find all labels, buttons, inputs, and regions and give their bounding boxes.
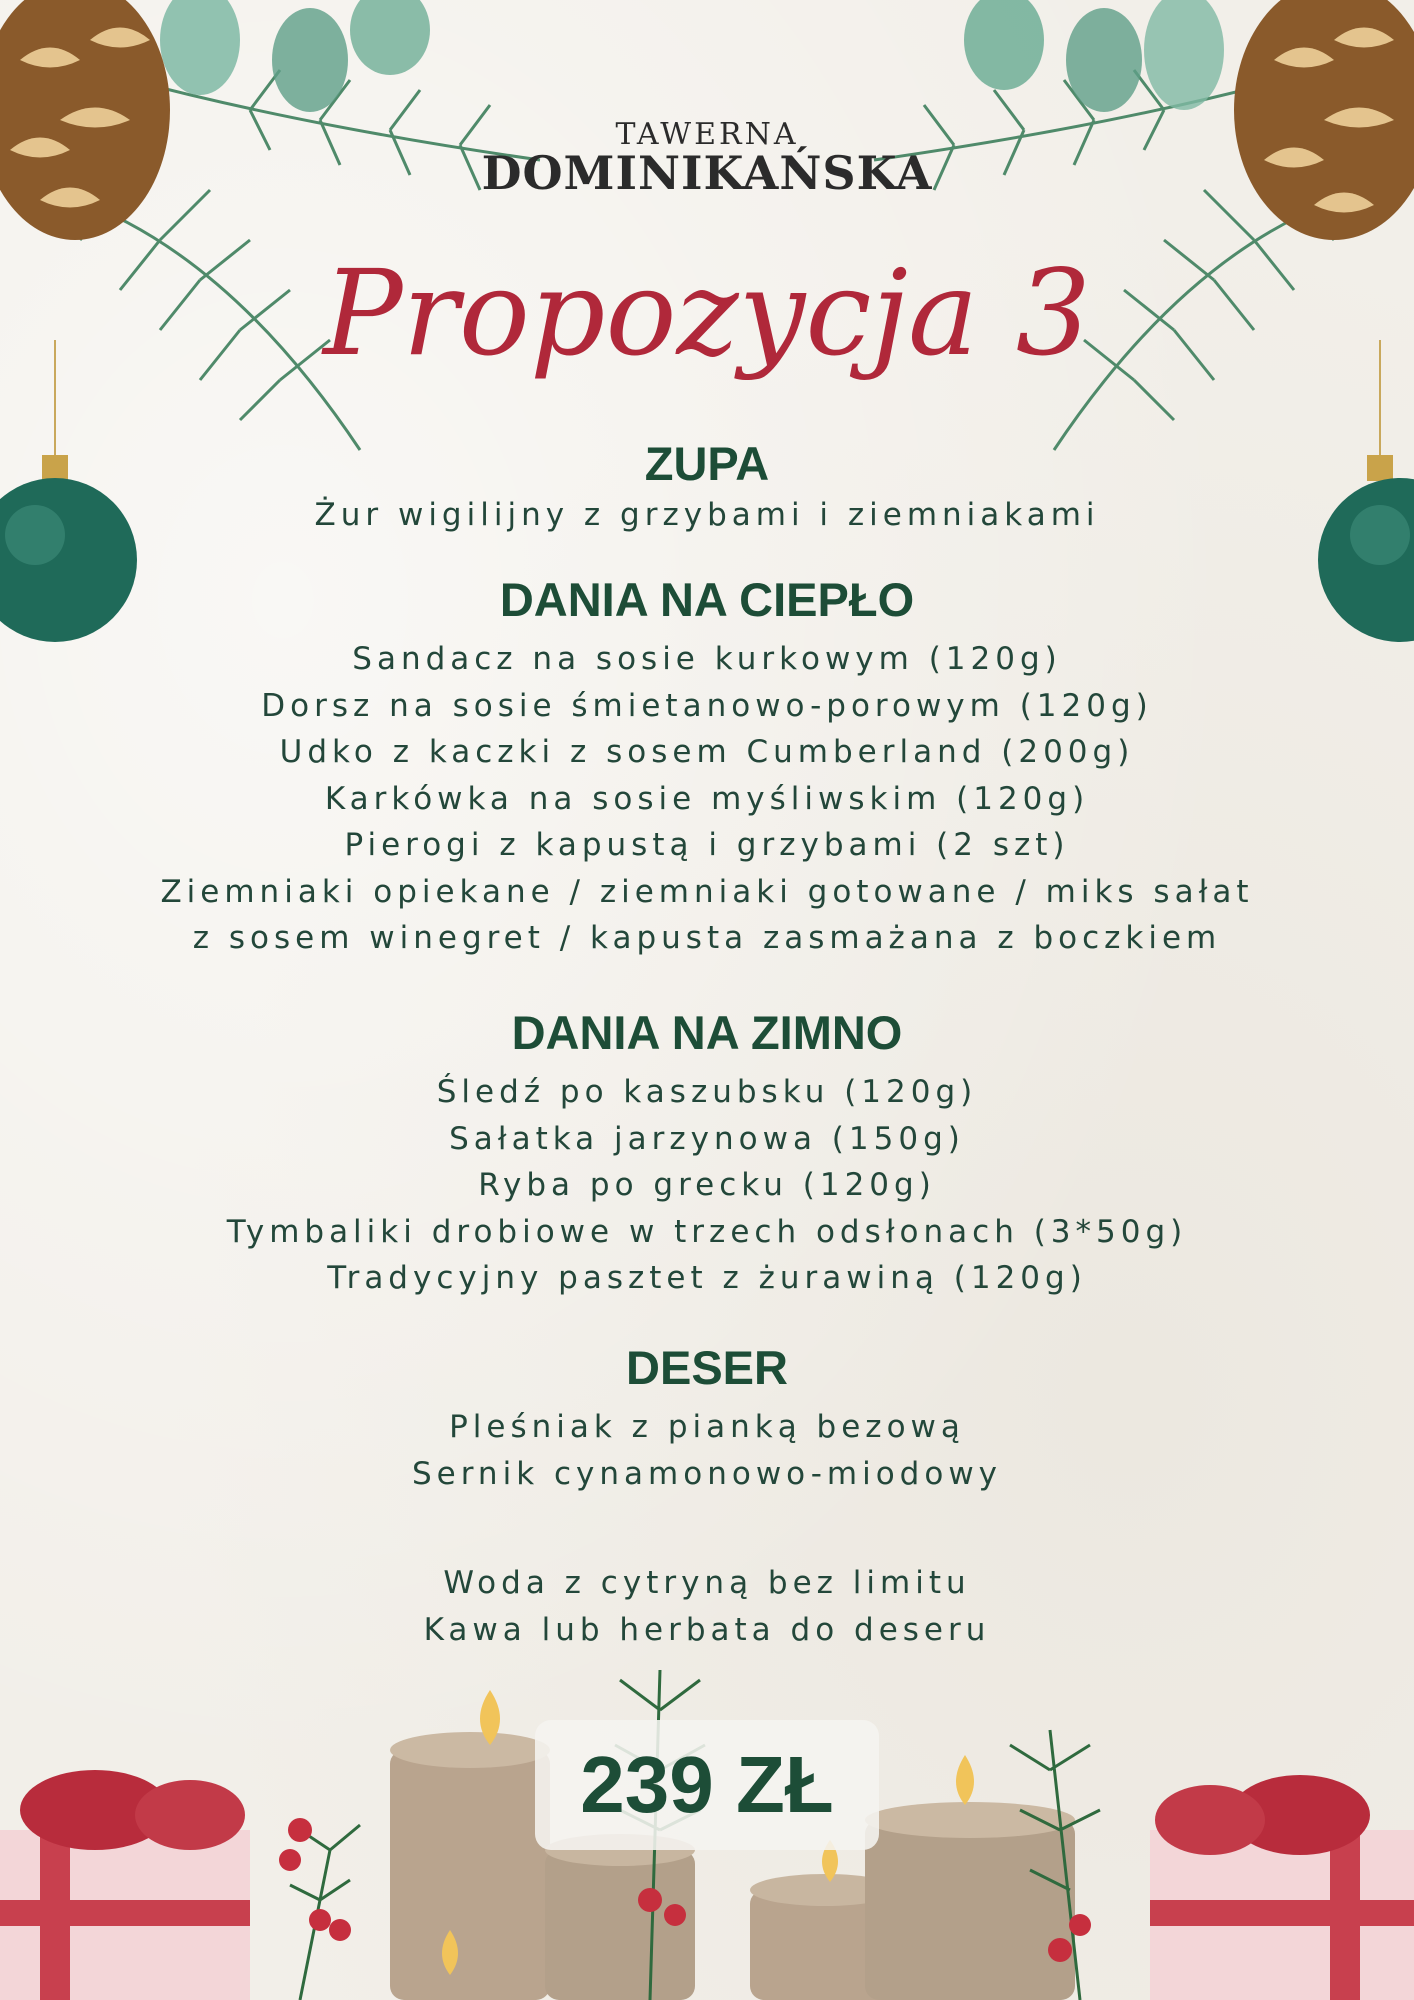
- menu-item: z sosem winegret / kapusta zasmażana z boczkiem: [192, 920, 1222, 956]
- logo-line-dominikanska: DOMINIKAŃSKA: [481, 146, 933, 200]
- extra-item: Kawa lub herbata do deseru: [423, 1611, 991, 1648]
- restaurant-logo: [0, 118, 1414, 198]
- section-deser: [0, 1340, 1414, 1497]
- logo-line-tawerna: TAWERNA: [615, 117, 799, 152]
- menu-item: Sałatka jarzynowa (150g): [449, 1120, 965, 1157]
- menu-item: Żur wigilijny z grzybami i ziemniakami: [314, 497, 1100, 533]
- menu-item: Ziemniaki opiekane / ziemniaki gotowane / miks sałat: [160, 873, 1254, 910]
- menu-item: Udko z kaczki z sosem Cumberland (200g): [279, 734, 1135, 770]
- section-heading: DESER: [626, 1341, 788, 1394]
- extra-item: Woda z cytryną bez limitu: [443, 1565, 971, 1601]
- section-dania-na-zimno: [0, 1005, 1414, 1302]
- drinks-extras: [0, 1560, 1414, 1653]
- price-label: 239 ZŁ: [580, 1740, 834, 1829]
- menu-title: Propozycja 3: [323, 244, 1091, 382]
- menu-item: Ryba po grecku (120g): [478, 1167, 936, 1203]
- menu-item: Sandacz na sosie kurkowym (120g): [352, 641, 1062, 677]
- menu-item: Śledź po kaszubsku (120g): [436, 1074, 978, 1110]
- menu-item: Tradycyjny pasztet z żurawiną (120g): [327, 1260, 1087, 1296]
- section-heading: ZUPA: [644, 437, 770, 490]
- menu-item: Pierogi z kapustą i grzybami (2 szt): [344, 827, 1070, 863]
- menu-item: Sernik cynamonowo-miodowy: [411, 1455, 1003, 1492]
- price-badge: [535, 1720, 879, 1850]
- menu-item: Tymbaliki drobiowe w trzech odsłonach (3*50g): [226, 1213, 1188, 1250]
- menu-item: Pleśniak z pianką bezową: [449, 1409, 965, 1445]
- menu-item: Karkówka na sosie myśliwskim (120g): [324, 780, 1090, 817]
- section-heading: DANIA NA ZIMNO: [511, 1006, 903, 1059]
- menu-item: Dorsz na sosie śmietanowo-porowym (120g): [261, 687, 1153, 724]
- section-dania-na-cieplo: [0, 572, 1414, 962]
- section-heading: DANIA NA CIEPŁO: [499, 573, 915, 626]
- section-zupa: [0, 436, 1414, 539]
